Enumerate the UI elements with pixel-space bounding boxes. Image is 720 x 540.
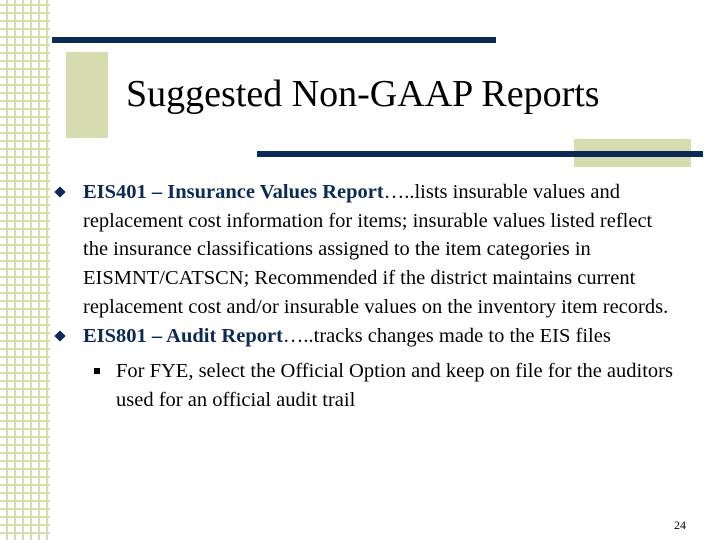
divider-bar [257, 151, 703, 157]
title-accent-block [66, 52, 108, 138]
sub-bullet-text: For FYE, select the Official Option and keep on file for the auditors used for an official audit trail [116, 360, 673, 411]
report-description: …..lists insurable values and replacement cost information for items; insurable values listed reflect the insurance classifications assigned to the item categories in EISMNT/CATSCN; Recommended if the district maintains current replacement cost and/or insurable values on the inventory item records. [83, 181, 669, 318]
report-description: …..tracks changes made to the EIS files [282, 324, 611, 347]
page-number: 24 [674, 518, 686, 532]
diamond-bullet-icon [54, 186, 65, 197]
decorative-grid-strip [0, 0, 50, 540]
diamond-bullet-icon [54, 330, 65, 341]
title-accent-bar [52, 37, 496, 43]
bullet-item-eis801 [56, 322, 676, 351]
report-name: EIS801 – Audit Report [83, 324, 283, 347]
slide-title: Suggested Non-GAAP Reports [126, 73, 600, 115]
sub-bullet-item [56, 357, 676, 414]
bullet-item-eis401 [56, 178, 676, 322]
bullet-list [56, 178, 676, 435]
square-bullet-icon [94, 368, 100, 374]
report-name: EIS401 – Insurance Values Report [83, 181, 384, 203]
